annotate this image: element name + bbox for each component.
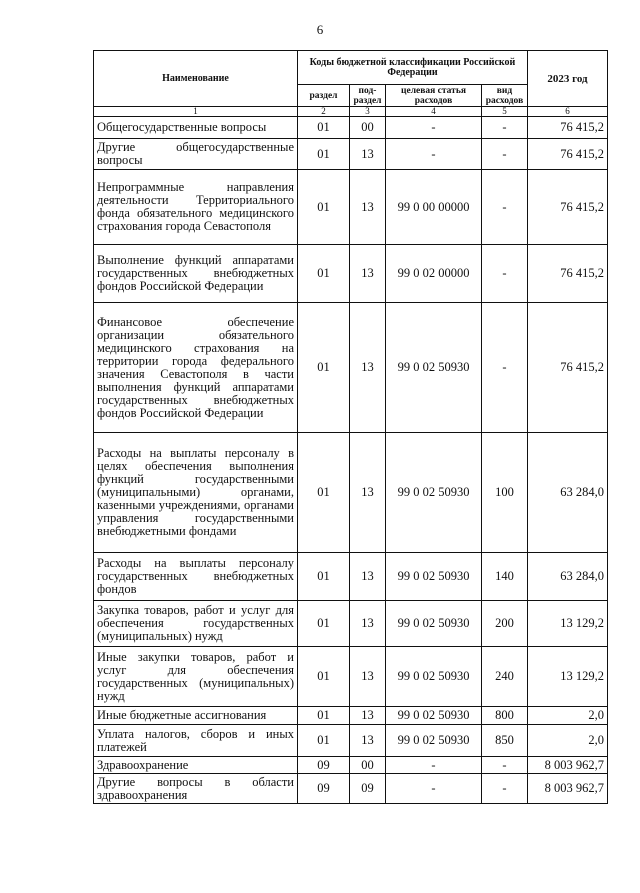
header-codes: Коды бюджетной классификации Российской Федерации xyxy=(298,51,528,85)
row-amount: 76 415,2 xyxy=(528,245,608,303)
row-name: Общегосударственные вопросы xyxy=(94,117,298,139)
row-amount: 76 415,2 xyxy=(528,303,608,433)
row-razdel: 01 xyxy=(298,170,350,245)
row-razdel: 01 xyxy=(298,553,350,601)
row-razdel: 01 xyxy=(298,647,350,707)
row-vid: - xyxy=(482,774,528,804)
row-name: Непрограммные направления деятельности Территориального фонда обязательного медицинского страхования города Севастополя xyxy=(94,170,298,245)
row-podrazdel: 00 xyxy=(350,757,386,774)
row-vid: - xyxy=(482,303,528,433)
row-razdel: 01 xyxy=(298,303,350,433)
table-row xyxy=(94,647,608,707)
row-csr: 99 0 02 50930 xyxy=(386,647,482,707)
row-razdel: 01 xyxy=(298,707,350,725)
row-name: Иные закупки товаров, работ и услуг для обеспечения государственных (муниципальных) нужд xyxy=(94,647,298,707)
row-razdel: 01 xyxy=(298,601,350,647)
row-amount: 13 129,2 xyxy=(528,647,608,707)
row-razdel: 01 xyxy=(298,245,350,303)
header-vid: вид расходов xyxy=(482,85,528,107)
row-name: Уплата налогов, сборов и иных платежей xyxy=(94,725,298,757)
row-podrazdel: 13 xyxy=(350,601,386,647)
row-csr: - xyxy=(386,774,482,804)
row-csr: - xyxy=(386,757,482,774)
row-vid: 800 xyxy=(482,707,528,725)
table-row xyxy=(94,303,608,433)
row-podrazdel: 09 xyxy=(350,774,386,804)
table-row xyxy=(94,553,608,601)
row-razdel: 09 xyxy=(298,757,350,774)
row-csr: 99 0 02 50930 xyxy=(386,725,482,757)
col-number: 6 xyxy=(528,107,608,117)
row-name: Закупка товаров, работ и услуг для обеспечения государственных (муниципальных) нужд xyxy=(94,601,298,647)
budget-table xyxy=(93,50,608,804)
row-podrazdel: 13 xyxy=(350,707,386,725)
row-podrazdel: 13 xyxy=(350,245,386,303)
row-name: Выполнение функций аппаратами государственных внебюджетных фондов Российской Федерации xyxy=(94,245,298,303)
page-number: 6 xyxy=(316,22,324,37)
row-csr: 99 0 02 00000 xyxy=(386,245,482,303)
row-amount: 63 284,0 xyxy=(528,433,608,553)
row-amount: 8 003 962,7 xyxy=(528,757,608,774)
row-razdel: 01 xyxy=(298,139,350,170)
col-number: 4 xyxy=(386,107,482,117)
row-name: Финансовое обеспечение организации обязательного медицинского страхования на территории города федерального значения Севастополя в части выполнения функций аппаратами государственных внебюджетных фондов Российской Федерации xyxy=(94,303,298,433)
row-name: Иные бюджетные ассигнования xyxy=(94,707,298,725)
row-vid: - xyxy=(482,139,528,170)
row-amount: 2,0 xyxy=(528,707,608,725)
row-name: Другие вопросы в области здравоохранения xyxy=(94,774,298,804)
header-year: 2023 год xyxy=(528,51,608,107)
row-podrazdel: 13 xyxy=(350,725,386,757)
row-csr: 99 0 02 50930 xyxy=(386,303,482,433)
table-row xyxy=(94,139,608,170)
row-vid: - xyxy=(482,245,528,303)
row-amount: 2,0 xyxy=(528,725,608,757)
row-vid: 850 xyxy=(482,725,528,757)
table-row xyxy=(94,757,608,774)
row-amount: 76 415,2 xyxy=(528,117,608,139)
col-number: 5 xyxy=(482,107,528,117)
header-csr: целевая статья расходов xyxy=(386,85,482,107)
row-vid: 240 xyxy=(482,647,528,707)
row-csr: 99 0 02 50930 xyxy=(386,707,482,725)
row-csr: 99 0 00 00000 xyxy=(386,170,482,245)
table-row xyxy=(94,170,608,245)
table-row xyxy=(94,774,608,804)
row-podrazdel: 13 xyxy=(350,433,386,553)
row-csr: 99 0 02 50930 xyxy=(386,433,482,553)
row-amount: 8 003 962,7 xyxy=(528,774,608,804)
row-amount: 76 415,2 xyxy=(528,170,608,245)
row-razdel: 01 xyxy=(298,433,350,553)
row-podrazdel: 00 xyxy=(350,117,386,139)
table-row xyxy=(94,707,608,725)
row-amount: 76 415,2 xyxy=(528,139,608,170)
header-razdel: раздел xyxy=(298,85,350,107)
row-podrazdel: 13 xyxy=(350,647,386,707)
row-vid: - xyxy=(482,757,528,774)
row-vid: 140 xyxy=(482,553,528,601)
row-vid: 200 xyxy=(482,601,528,647)
row-csr: 99 0 02 50930 xyxy=(386,601,482,647)
row-csr: - xyxy=(386,117,482,139)
row-name: Здравоохранение xyxy=(94,757,298,774)
row-name: Расходы на выплаты персоналу государственных внебюджетных фондов xyxy=(94,553,298,601)
row-podrazdel: 13 xyxy=(350,553,386,601)
row-vid: - xyxy=(482,117,528,139)
row-razdel: 01 xyxy=(298,117,350,139)
col-number: 3 xyxy=(350,107,386,117)
row-amount: 13 129,2 xyxy=(528,601,608,647)
row-razdel: 01 xyxy=(298,725,350,757)
col-number: 2 xyxy=(298,107,350,117)
table-row xyxy=(94,245,608,303)
row-razdel: 09 xyxy=(298,774,350,804)
table-row xyxy=(94,433,608,553)
header-podrazdel: под-раздел xyxy=(350,85,386,107)
row-name: Расходы на выплаты персоналу в целях обеспечения выполнения функций государственными (муниципальными) органами, казенными учреждениями, органами управления государственными внебюджетными фондами xyxy=(94,433,298,553)
table-row xyxy=(94,117,608,139)
row-vid: - xyxy=(482,170,528,245)
row-csr: - xyxy=(386,139,482,170)
row-amount: 63 284,0 xyxy=(528,553,608,601)
table-row xyxy=(94,725,608,757)
row-name: Другие общегосударственные вопросы xyxy=(94,139,298,170)
row-vid: 100 xyxy=(482,433,528,553)
col-number: 1 xyxy=(94,107,298,117)
row-podrazdel: 13 xyxy=(350,170,386,245)
row-podrazdel: 13 xyxy=(350,139,386,170)
table-row xyxy=(94,601,608,647)
header-name: Наименование xyxy=(94,51,298,107)
row-podrazdel: 13 xyxy=(350,303,386,433)
row-csr: 99 0 02 50930 xyxy=(386,553,482,601)
